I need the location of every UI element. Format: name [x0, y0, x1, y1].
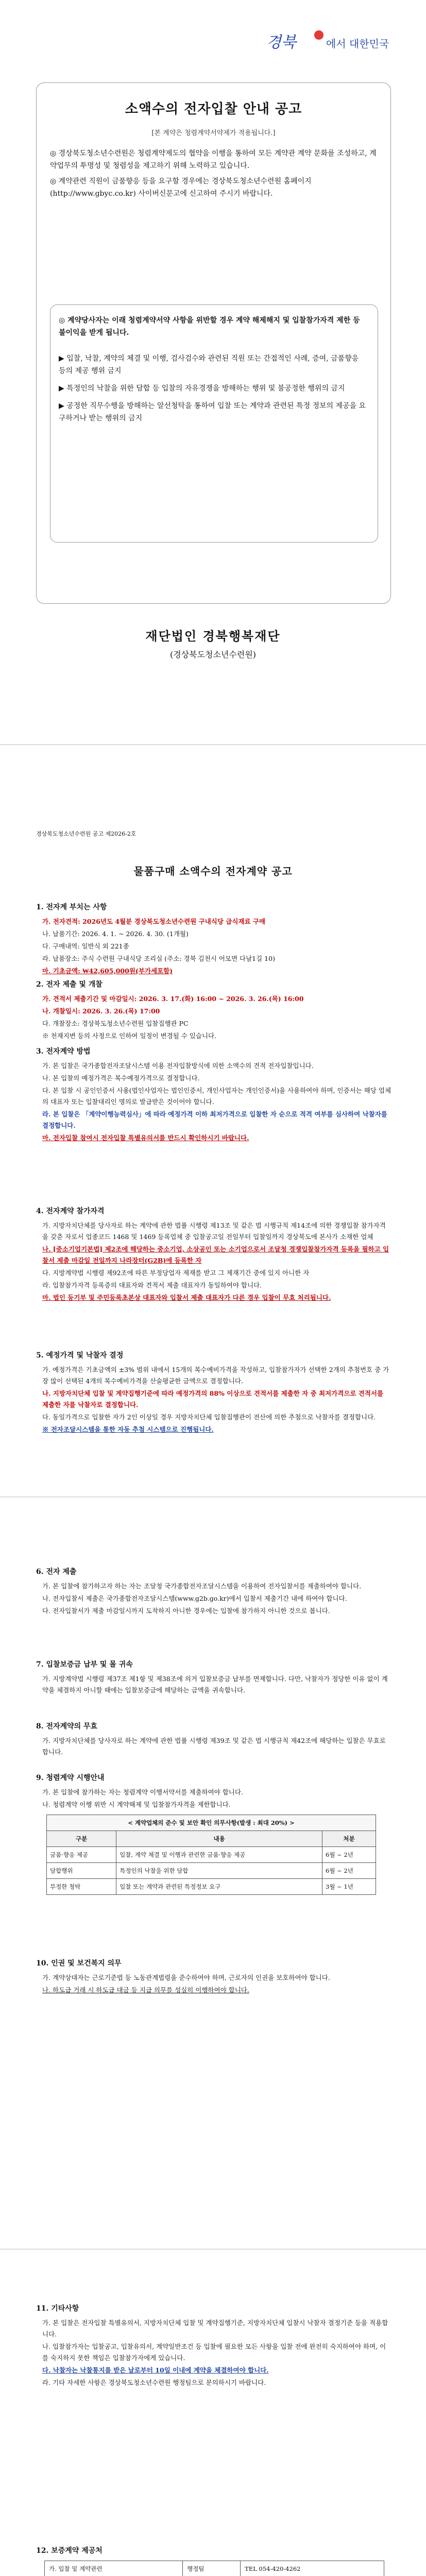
notice-cover-page — [0, 0, 426, 737]
notice-page-4 — [0, 2257, 426, 2576]
section-line: 마. 법인 등기부 및 주민등록초본상 대표자와 입찰서 제출 대표자가 다른 경우 입찰이 무효 처리됩니다. — [42, 1294, 331, 1301]
section-line: 가. 본 입찰은 국가종합전자조달시스템 이용 전자입찰방식에 의한 소액수의 견적 전자입찰입니다. — [42, 1062, 314, 1070]
logo-graphic-icon — [261, 21, 395, 62]
document-number: 경상북도청소년수련원 공고 제2026-2호 — [36, 831, 137, 837]
table-cell: 입찰 또는 계약과 관련된 특정정보 요구 — [116, 1879, 322, 1895]
intro-paragraph: ◎ 계약관련 직원이 금품향응 등을 요구할 경우에는 경상북도청소년수련원 홈페이지(http://www.gbyc.co.kr) 사이버신문고에 신고하여 주시기 바랍니다. — [50, 177, 312, 198]
intro-paragraph: ◎ 경상북도청소년수련원은 청렴계약제도의 협약을 이행을 통하여 모든 계약관 계약 문화를 조성하고, 계약업무의 투명성 및 청렴성을 제고하기 위해 노력하고 있습니다. — [50, 149, 377, 170]
pledge-item: ▶ 공정한 직무수행을 방해하는 알선청탁을 통하여 입찰 또는 계약과 관련된 특정 정보의 제공을 요구하거나 받는 행위의 금지 — [59, 402, 366, 422]
section-line: 가. 지방계약법 시행령 제37조 제1항 및 제38조에 의거 입찰보증금 납부를 면제합니다. 다만, 낙찰자가 정당한 이유 없이 계약을 체결하지 아니할 때에는 입찰보증금에 해당하는 금액을 귀속합니다. — [42, 1675, 388, 1694]
svg-text:에서 대한민국: 에서 대한민국 — [326, 38, 389, 50]
integrity-pledge-box — [50, 304, 378, 543]
section-3 — [36, 1046, 391, 1145]
section-line: 가. 전자견적: 2026년도 4월분 경상북도청소년수련원 구내식당 급식재료 구매 — [42, 918, 266, 925]
section-heading: 4. 전자계약 참가자격 — [36, 1207, 105, 1215]
issuer-block — [0, 626, 426, 660]
section-line: 나. 하도급 거래 시 하도급 대금 등 지급 의무를 성실히 이행하여야 합니다. — [42, 1986, 249, 1994]
table-cell: 가. 입찰 및 계약관련 — [45, 2561, 183, 2576]
section-heading: 1. 전자계 부치는 사항 — [36, 903, 107, 911]
section-heading: 6. 전자 제출 — [36, 1568, 77, 1576]
integrity-sanction-table — [46, 1815, 376, 1895]
section-heading: 9. 청렴계약 시행안내 — [36, 1774, 105, 1782]
section-line: 나. 전자입찰서 제출은 국가종합전자조달시스템(www.g2b.go.kr)에서 입찰서 제출기간 내에 하여야 합니다. — [42, 1595, 347, 1602]
section-7 — [36, 1659, 391, 1697]
section-line: 나. 납품기간: 2026. 4. 1. ~ 2026. 4. 30. (1개월) — [42, 930, 189, 938]
section-line: 가. 예정가격은 기초금액의 ±3% 범위 내에서 15개의 복수예비가격을 작성하고, 입찰참가자가 선택한 2개의 추첨번호 중 가장 많이 선택된 4개의 복수예비가격을 산술평균한 금액으로 결정합니다. — [42, 1366, 389, 1385]
section-line: 라. 기타 자세한 사항은 경상북도청소년수련원 행정팀으로 문의하시기 바랍니다. — [42, 2379, 266, 2386]
table-cell: 담합행위 — [47, 1863, 116, 1879]
table-cell: 입찰, 계약 체결 및 이행과 관련한 금품·향응 제공 — [116, 1847, 322, 1863]
table-cell: 6월 ~ 2년 — [322, 1847, 376, 1863]
pledge-item: ▶ 입찰, 낙찰, 계약의 체결 및 이행, 검사검수와 관련된 직원 또는 간접적인 사례, 증여, 금품향응 등의 제공 행위 금지 — [59, 354, 359, 375]
issuer-sub: (경상북도청소년수련원) — [169, 650, 257, 659]
table-cell: 행정팀 — [183, 2561, 241, 2576]
notice-intro — [50, 147, 377, 203]
section-5 — [36, 1350, 391, 1436]
pledge-lead: ◎ 계약당사자는 이래 청렴계약서약 사항을 위반할 경우 계약 해제해지 및 입찰참가자격 제한 등 불이익을 받게 됩니다. — [59, 316, 360, 337]
section-line: 마. 전자입찰 참여시 전자입찰 특별유의서를 반드시 확인하시기 바랍니다. — [42, 1134, 249, 1142]
section-heading: 7. 입찰보증금 납부 및 몰 귀속 — [36, 1660, 133, 1669]
table-row — [47, 1847, 376, 1863]
table-cell: 특정인의 낙찰을 위한 담합 — [116, 1863, 322, 1879]
section-line: ※ 전자조달시스템을 통한 자동 추첨 시스템으로 진행됩니다. — [42, 1426, 214, 1433]
section-heading: 11. 기타사항 — [36, 2304, 79, 2313]
section-heading: 2. 전자 제출 및 개찰 — [36, 980, 103, 989]
notice-subtitle: [본 계약은 청렴계약서약제가 적용됩니다.] — [151, 129, 276, 137]
section-line: 다. 동일가격으로 입찰한 자가 2인 이상일 경우 지방자치단체 입찰집행관이 전산에 의한 추첨으로 낙찰자를 결정합니다. — [42, 1413, 376, 1421]
contact-table — [44, 2561, 384, 2576]
section-line: 라. 납품장소: 주식 수련원 구내식당 조리실 (주소: 경북 김천시 어모면 다남1길 10) — [42, 955, 275, 962]
section-line: 다. 본 입찰 시 공인인증서 사용(법인사업자는 법인인증서, 개인사업자는 개인인증서)을 사용하여야 하며, 인증서는 해당 업체의 대표자 또는 입찰대리인 명의로 발급받은 것이어야 합니다. — [42, 1087, 391, 1106]
issuer-name: 재단법인 경북행복재단 — [145, 629, 281, 643]
section-heading: 10. 인권 및 보건복지 의무 — [36, 1959, 122, 1968]
section-line: 가. 본 입찰에 참가하고자 하는 자는 조달청 국가종합전자조달시스템을 이용하여 전자입찰서를 제출하여야 합니다. — [42, 1582, 362, 1590]
section-line: 나. 본 입찰의 예정가격은 복수예정가격으로 결정합니다. — [42, 1074, 200, 1082]
section-line: ※ 천재지변 등의 사정으로 인하여 일정이 변경될 수 있습니다. — [42, 1032, 217, 1040]
table-cell: 6월 ~ 2년 — [322, 1863, 376, 1879]
section-line: 가. 본 입찰은 전자입찰 특별유의서, 지방자치단체 입찰 및 계약집행기준, 지방자치단체 입찰시 낙찰자 결정기준 등을 적용합니다. — [42, 2319, 388, 2338]
section-line: 다. 낙찰자는 낙찰통지를 받은 날로부터 10일 이내에 계약을 체결하여야 합니다. — [42, 2366, 269, 2374]
section-line: 나. 지방자치단체 입찰 및 계약집행기준에 따라 예정가격의 88% 이상으로 견적서를 제출한 자 중 최저가격으로 견적서를 제출한 자를 낙찰자로 결정합니다. — [42, 1389, 384, 1409]
section-line: 라. 입찰참가자격 등록증의 대표자와 견적서 제출 대표자가 동일하여야 합니다. — [42, 1281, 262, 1289]
section-line: 가. 계약상대자는 근로기준법 등 노동관계법령을 준수하여야 하며, 근로자의 인권을 보호하여야 합니다. — [42, 1974, 330, 1981]
section-line: 가. 견적서 제출기간 및 마감일시: 2026. 3. 17.(화) 16:00 ~ 2026. 3. 26.(목) 16:00 — [42, 995, 304, 1003]
section-8 — [36, 1721, 391, 1759]
svg-text:경북: 경북 — [266, 33, 296, 52]
section-12 — [36, 2545, 391, 2576]
section-line: 나. 입찰참가자는 입찰공고, 입찰유의서, 계약일반조건 등 입찰에 필요한 모든 사항을 입찰 전에 완전히 숙지하여야 하며, 이를 숙지하지 못한 책임은 입찰참가자에게 있습니다. — [42, 2343, 386, 2362]
section-6 — [36, 1566, 391, 1618]
section-10 — [36, 1958, 391, 1997]
table-cell: 3월 ~ 1년 — [322, 1879, 376, 1895]
notice-box — [36, 82, 391, 604]
section-line: 가. 지방자치단체를 당사자로 하는 계약에 관한 법률 시행령 제13조 및 같은 법 시행규칙 제14조에 의한 경쟁입찰 참가자격을 갖춘 자로서 업종코드 1468 및 1469 등록업체 중 입찰공고일 전일부터 입찰일까지 경상북도에 본사가 소재한 업체 — [42, 1222, 386, 1241]
section-line: 다. 구매내역: 일반식 외 221종 — [42, 942, 129, 950]
section-line: 라. 본 입찰은 「계약이행능력심사」에 따라 예정가격 이하 최저가격으로 입찰한 자 순으로 적격 여부를 심사하여 낙찰자를 결정합니다. — [42, 1110, 387, 1129]
notice-page-3 — [0, 1504, 426, 2241]
document-title: 물품구매 소액수의 전자계약 공고 — [133, 865, 293, 877]
section-9 — [36, 1772, 391, 1895]
section-line: 가. 본 입찰에 참가하는 자는 청렴계약 이행서약서를 제출하여야 합니다. — [42, 1788, 243, 1796]
section-line: 나. 청렴계약 이행 위반 시 계약해제 및 입찰참가자격을 제한합니다. — [42, 1801, 231, 1808]
gyeongbuk-logo — [261, 21, 395, 62]
section-heading: 5. 예정가격 및 낙찰자 결정 — [36, 1351, 124, 1360]
table-caption: < 계약업체의 준수 및 보안 확인 의무사항(발생 : 최대 20%) > — [47, 1815, 376, 1831]
table-cell: 금품·향응 제공 — [47, 1847, 116, 1863]
section-11 — [36, 2303, 391, 2389]
section-line: 나. [중소기업기본법] 제2조에 해당하는 중소기업, 소상공인 또는 소기업으로서 조달청 경쟁입찰참가자격 등록을 필하고 입찰서 제출 마감일 전일까지 나라장터(G2B)에 등록한 자 — [42, 1245, 389, 1264]
table-header: 내용 — [116, 1831, 322, 1847]
section-2 — [36, 979, 391, 1043]
section-1 — [36, 902, 391, 978]
section-heading: 8. 전자계약의 무효 — [36, 1722, 98, 1731]
notice-page-2 — [0, 752, 426, 1489]
section-line: 가. 지방자치단체를 당사자로 하는 계약에 관한 법률 시행령 제39조 및 같은 법 시행규칙 제42조에 해당하는 입찰은 무효로 합니다. — [42, 1737, 386, 1756]
table-row — [45, 2561, 384, 2576]
section-line: 다. 개찰장소: 경상북도청소년수련원 입찰집행관 PC — [42, 1020, 189, 1027]
pledge-list — [59, 352, 368, 430]
page-divider — [0, 744, 426, 745]
section-line: 마. 기초금액: ₩42,605,000원(부가세포함) — [42, 967, 173, 975]
table-row — [47, 1879, 376, 1895]
section-line: 다. 지방계약법 시행령 제92조에 따른 부정당업자 제재를 받고 그 제재기간 중에 있지 아니한 자 — [42, 1269, 310, 1277]
section-line: 나. 개찰일시: 2026. 3. 26.(목) 17:00 — [42, 1007, 160, 1015]
table-cell: 부정한 청탁 — [47, 1879, 116, 1895]
pledge-item: ▶ 특정인의 낙찰을 위한 담합 등 입찰의 자유경쟁을 방해하는 행위 및 불공정한 행위의 금지 — [59, 384, 345, 393]
table-header: 처분 — [322, 1831, 376, 1847]
table-header: 구분 — [47, 1831, 116, 1847]
table-cell: TEL 054-420-4262 — [241, 2561, 384, 2576]
section-4 — [36, 1206, 391, 1304]
section-heading: 3. 전자계약 방법 — [36, 1047, 91, 1056]
table-row — [47, 1863, 376, 1879]
section-heading: 12. 보증계약 제공처 — [36, 2547, 103, 2555]
notice-title: 소액수의 전자입찰 안내 공고 — [125, 101, 302, 117]
section-line: 다. 전자입찰서가 제출 마감일시까지 도착하지 아니한 경우에는 입찰에 참가하지 아니한 것으로 봅니다. — [42, 1607, 330, 1615]
